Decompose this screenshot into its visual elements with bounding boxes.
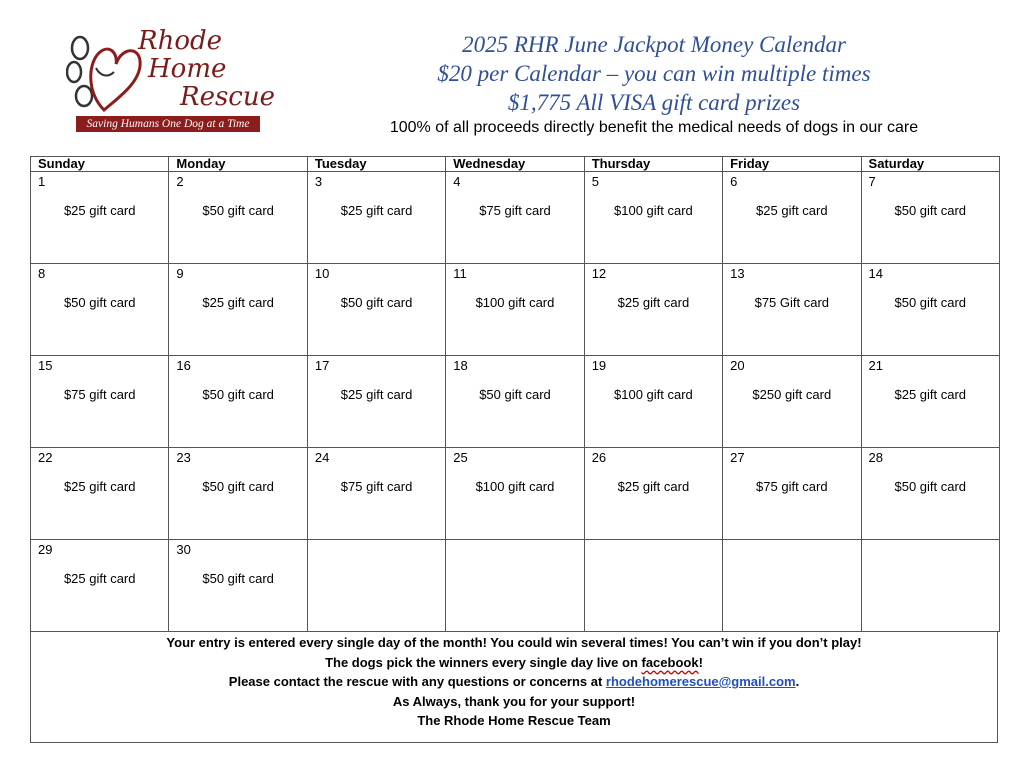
calendar-day-cell [169, 540, 307, 632]
day-number: 13 [730, 266, 745, 281]
calendar-day-cell [307, 540, 445, 632]
calendar-day-cell [861, 356, 999, 448]
day-number: 15 [38, 358, 53, 373]
day-number: 18 [453, 358, 468, 373]
day-number: 5 [591, 174, 599, 189]
footer-line-3-text: Please contact the rescue with any questions or concerns at [228, 674, 606, 689]
prize-label: $25 gift card [63, 571, 136, 586]
prize-label: $25 gift card [617, 295, 690, 310]
prize-label: $25 gift card [617, 479, 690, 494]
calendar-week-row [31, 356, 1000, 448]
calendar-day-cell [31, 540, 169, 632]
weekday-sunday: Sunday [31, 157, 169, 172]
prize-label: $50 gift card [63, 295, 136, 310]
footer-line-3 [31, 672, 997, 692]
header-titles [380, 30, 928, 117]
calendar-day-cell [584, 264, 722, 356]
day-number: 24 [314, 450, 330, 465]
calendar-day-cell [446, 356, 584, 448]
day-number: 1 [38, 174, 46, 189]
logo-word-rhode: Rhode [138, 26, 223, 56]
email-link[interactable]: rhodehomerescue@gmail.com [605, 674, 796, 689]
day-number: 17 [314, 358, 330, 373]
prize-label: $50 gift card [479, 387, 551, 402]
prize-label: $75 gift card [340, 479, 413, 494]
calendar-week-row [31, 540, 1000, 632]
prize-label: $25 gift card [894, 387, 967, 402]
prize-label: $50 gift card [894, 203, 967, 218]
day-number: 27 [730, 450, 745, 465]
calendar-day-cell [31, 264, 169, 356]
day-number: 8 [38, 266, 46, 281]
day-number: 29 [38, 542, 53, 557]
day-number: 19 [591, 358, 607, 373]
prize-label: $75 gift card [63, 387, 136, 402]
day-number: 20 [730, 358, 745, 373]
prize-label: $25 gift card [756, 203, 828, 218]
prize-label: $50 gift card [202, 571, 274, 586]
calendar-day-cell [307, 356, 445, 448]
prize-label: $25 gift card [63, 203, 136, 218]
day-number: 10 [314, 266, 330, 281]
calendar-day-cell [169, 356, 307, 448]
prize-label: $25 gift card [202, 295, 274, 310]
weekday-wednesday: Wednesday [446, 157, 584, 172]
day-number: 22 [38, 450, 53, 465]
prize-label: $100 gift card [475, 479, 555, 494]
day-number: 12 [591, 266, 607, 281]
calendar-day-cell [31, 172, 169, 264]
day-number: 14 [868, 266, 883, 281]
day-number: 23 [176, 450, 191, 465]
calendar-day-cell [584, 448, 722, 540]
calendar-day-cell [723, 448, 861, 540]
footer-line-2 [31, 653, 997, 673]
footer-line-2-end: ! [698, 654, 703, 670]
calendar-day-cell [31, 448, 169, 540]
calendar-day-cell [31, 356, 169, 448]
day-number: 2 [176, 174, 184, 189]
weekday-thursday: Thursday [584, 157, 722, 172]
footer-notes [30, 631, 998, 743]
prize-label: $25 gift card [340, 203, 413, 218]
footer-line-3-end: . [795, 674, 800, 689]
day-number: 28 [868, 450, 883, 465]
weekday-tuesday: Tuesday [307, 157, 445, 172]
june-calendar [30, 156, 1000, 632]
prize-label: $25 gift card [340, 387, 413, 402]
calendar-day-cell [307, 448, 445, 540]
prize-label: $25 gift card [63, 479, 136, 494]
footer-line-4: As Always, thank you for your support! [392, 693, 636, 709]
prize-label: $50 gift card [894, 295, 967, 310]
calendar-day-cell [169, 264, 307, 356]
day-number: 3 [314, 174, 323, 189]
prize-label: $75 Gift card [754, 295, 830, 310]
day-number: 30 [176, 542, 191, 557]
footer-line-2-text: The dogs pick the winners every single day live on [325, 654, 642, 670]
title-line-2: $20 per Calendar – you can win multiple times [437, 61, 871, 86]
calendar-day-cell [169, 448, 307, 540]
prize-label: $50 gift card [202, 387, 274, 402]
calendar-day-cell [307, 172, 445, 264]
calendar-week-row [31, 448, 1000, 540]
prize-label: $75 gift card [479, 203, 551, 218]
day-number: 6 [730, 174, 738, 189]
rescue-logo [66, 26, 275, 136]
calendar-day-cell [446, 172, 584, 264]
footer-line-1: Your entry is entered every single day of the month! You could win several times! You can’t win if you don’t play! [166, 635, 862, 650]
calendar-day-cell [861, 448, 999, 540]
calendar-day-cell [723, 172, 861, 264]
day-number: 21 [868, 358, 883, 373]
calendar-day-cell [723, 356, 861, 448]
logo-word-home: Home [148, 54, 227, 84]
calendar-week-row [31, 172, 1000, 264]
calendar-day-cell [861, 540, 999, 632]
calendar-day-cell [169, 172, 307, 264]
day-number: 7 [868, 174, 876, 189]
facebook-word: facebook [641, 654, 699, 670]
calendar-day-cell [446, 448, 584, 540]
calendar-day-cell [446, 540, 584, 632]
day-number: 26 [591, 450, 607, 465]
weekday-monday: Monday [169, 157, 307, 172]
calendar-body [31, 172, 1000, 632]
prize-label: $50 gift card [340, 295, 413, 310]
calendar-week-row [31, 264, 1000, 356]
calendar-day-cell [861, 264, 999, 356]
day-number: 11 [453, 266, 467, 281]
prize-label: $50 gift card [894, 479, 967, 494]
weekday-header-row [31, 157, 1000, 172]
logo-word-rescue: Rescue [180, 82, 275, 112]
calendar-day-cell [861, 172, 999, 264]
prize-label: $75 gift card [756, 479, 828, 494]
prize-label: $50 gift card [202, 479, 274, 494]
weekday-saturday: Saturday [861, 157, 999, 172]
calendar-day-cell [723, 540, 861, 632]
weekday-friday: Friday [723, 157, 861, 172]
calendar-day-cell [584, 172, 722, 264]
day-number: 9 [176, 266, 184, 281]
logo-tagline: Saving Humans One Dog at a Time [76, 116, 260, 132]
calendar-day-cell [584, 356, 722, 448]
prize-label: $100 gift card [614, 387, 693, 402]
prize-label: $100 gift card [614, 203, 693, 218]
title-line-3: $1,775 All VISA gift card prizes [507, 90, 801, 115]
calendar-day-cell [446, 264, 584, 356]
day-number: 4 [453, 174, 461, 189]
calendar-day-cell [723, 264, 861, 356]
prize-label: $250 gift card [752, 387, 832, 402]
calendar-day-cell [584, 540, 722, 632]
day-number: 16 [176, 358, 191, 373]
footer-line-5: The Rhode Home Rescue Team [417, 713, 611, 728]
day-number: 25 [453, 450, 468, 465]
prize-label: $50 gift card [202, 203, 274, 218]
paw-heart-icon [66, 32, 146, 118]
calendar-day-cell [307, 264, 445, 356]
prize-label: $100 gift card [475, 295, 555, 310]
title-line-1: 2025 RHR June Jackpot Money Calendar [462, 32, 846, 57]
proceeds-subtitle: 100% of all proceeds directly benefit the medical needs of dogs in our care [389, 119, 919, 136]
